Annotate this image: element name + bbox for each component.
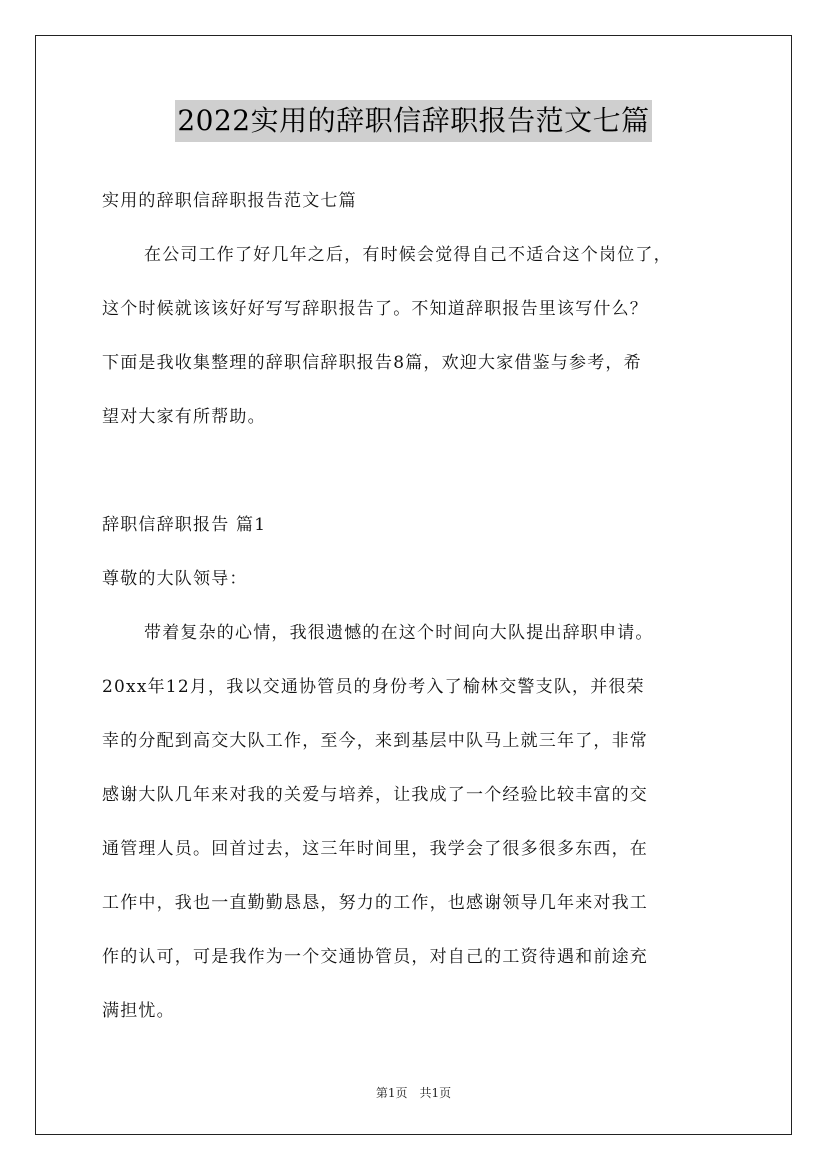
document-body	[102, 174, 728, 1038]
salutation: 尊敬的大队领导：	[102, 569, 248, 589]
page-footer	[0, 1084, 827, 1102]
paragraph-line: 满担忧。	[102, 1001, 175, 1021]
paragraph-line: 这个时候就该该好好写写辞职报告了。不知道辞职报告里该写什么？	[102, 299, 648, 319]
paragraph-line: 幸的分配到高交大队工作，至今，来到基层中队马上就三年了，非常	[102, 731, 648, 751]
paragraph-line: 带着复杂的心情，我很遗憾的在这个时间向大队提出辞职申请。	[144, 623, 654, 643]
paragraph-line: 通管理人员。回首过去，这三年时间里，我学会了很多很多东西，在	[102, 839, 648, 859]
paragraph-line: 望对大家有所帮助。	[102, 407, 266, 427]
paragraph-line: 感谢大队几年来对我的关爱与培养，让我成了一个经验比较丰富的交	[102, 785, 648, 805]
paragraph-line: 20xx年12月，我以交通协管员的身份考入了榆林交警支队，并很荣	[102, 677, 645, 697]
blank-line	[102, 444, 728, 498]
paragraph-line: 下面是我收集整理的辞职信辞职报告8篇，欢迎大家借鉴与参考，希	[102, 353, 642, 373]
page-number: 第1页 共1页	[375, 1086, 452, 1100]
title-container	[0, 100, 827, 142]
paragraph-line: 在公司工作了好几年之后，有时候会觉得自己不适合这个岗位了，	[144, 245, 672, 265]
section-heading: 辞职信辞职报告 篇1	[102, 515, 267, 535]
paragraph-line: 作的认可，可是我作为一个交通协管员，对自己的工资待遇和前途充	[102, 947, 648, 967]
document-title: 2022实用的辞职信辞职报告范文七篇	[175, 100, 651, 142]
subtitle-line: 实用的辞职信辞职报告范文七篇	[102, 191, 357, 211]
paragraph-line: 工作中，我也一直勤勤恳恳，努力的工作，也感谢领导几年来对我工	[102, 893, 648, 913]
